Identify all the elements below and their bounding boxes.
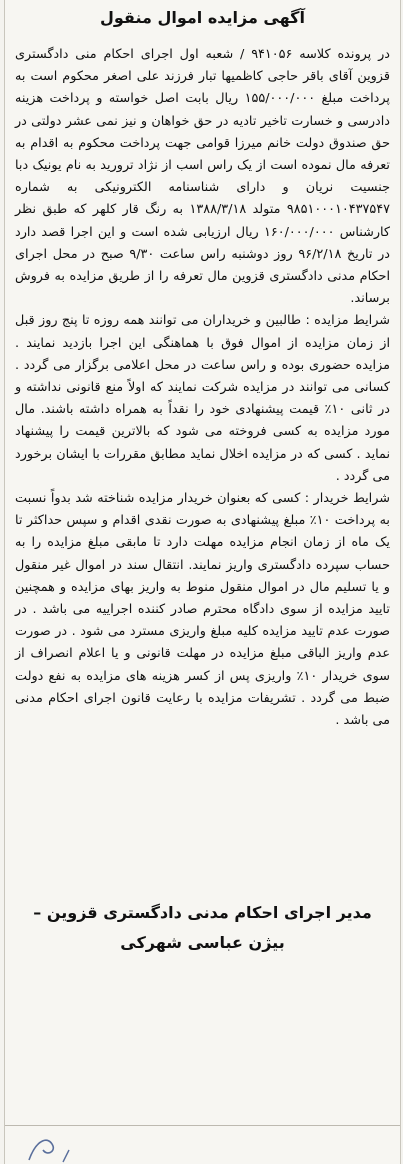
paragraph-case-details: در پرونده کلاسه ۹۴۱۰۵۶ / شعبه اول اجرای احکام منی دادگستری قزوین آقای باقر حاجی کاظمیها تبار فرزند علی اصغر محکوم است به پرداخت مبلغ ۱۵۵/۰۰۰/۰۰۰ ریال بابت اصل خواسته و پرداخت هزینه دادرسی و خسارت تاخیر تادیه در حق خواهان و نیز نمی عشر دولتی در حق صندوق دولت خانم میرزا قوامی جهت پرداخت محکوم به اقدام به تعرفه مال نموده است از یک راس اسب از نژاد ترورید به نام یونیک دبا جنسیت نریان و دارای شناسنامه الکترونیکی به شماره ۹۸۵۱۰۰۰۱۰۴۳۷۵۴۷ متولد ۱۳۸۸/۳/۱۸ به رنگ قار کلهر که طبق نظر کارشناس ۱۶۰/۰۰۰/۰۰۰ ریال ارزیابی شده است و این اجرا قصد دارد در تاریخ ۹۶/۲/۱۸ روز دوشنبه راس ساعت ۹/۳۰ صبح در محل اجرای احکام مدنی دادگستری قزوین مال تعرفه را از طریق مزایده به فروش برساند. — [15, 47, 390, 307]
handwritten-mark-icon — [23, 1132, 93, 1164]
newspaper-clipping — [4, 0, 401, 1164]
signature-block: مدیر اجرای احکام مدنی دادگستری قزوین – بیژن عباسی شهرکی — [33, 903, 372, 952]
notice-title: آگهی مزایده اموال منقول — [100, 8, 305, 27]
notice-body — [15, 44, 390, 732]
paragraph-auction-conditions: شرایط مزایده : طالبین و خریداران می توانند همه روزه تا پنج روز قبل از زمان مزایده از اموال فوق با هماهنگی این اجرا بازدید نمایند . مزایده حضوری بوده و راس ساعت در محل اعلامی برگزار می گردد . کسانی می توانند در مزایده شرکت نمایند که اولاً منع قانونی نداشته و در ثانی ۱۰٪ قیمت پیشنهادی خود را نقداً به همراه داشته باشند. مال مورد مزایده به کسی فروخته می شود که بالاترین قیمت را پیشنهاد نماید . کسی که در مزایده اخلال نماید مطابق مقررات با ایشان برخورد می گردد . — [15, 313, 390, 484]
bottom-divider — [5, 1125, 400, 1126]
paragraph-buyer-conditions: شرایط خریدار : کسی که بعنوان خریدار مزایده شناخته شد بدواً نسبت به پرداخت ۱۰٪ مبلغ پیشنهادی به صورت نقدی اقدام و سپس حداکثر تا یک ماه از زمان انجام مزایده مهلت دارد تا مابقی مبلغ مزایده را به حساب سپرده دادگستری واریز نمایند. انتقال سند در اموال غیر منقول و یا تسلیم مال در اموال منقول منوط به واریز بهای مزایده و همچنین تایید مزایده از سوی دادگاه محترم صادر کننده اجراییه می باشد . در صورت عدم تایید مزایده کلیه مبلغ واریزی مسترد می شود . در صورت عدم واریز الباقی مبلغ مزایده در مهلت قانونی و یا اعلام انصراف از سوی خریدار ۱۰٪ واریزی پس از کسر هزینه های مزایده به نفع دولت ضبط می گردد . تشریفات مزایده با رعایت قانون اجرای احکام مدنی می باشد . — [15, 491, 390, 729]
